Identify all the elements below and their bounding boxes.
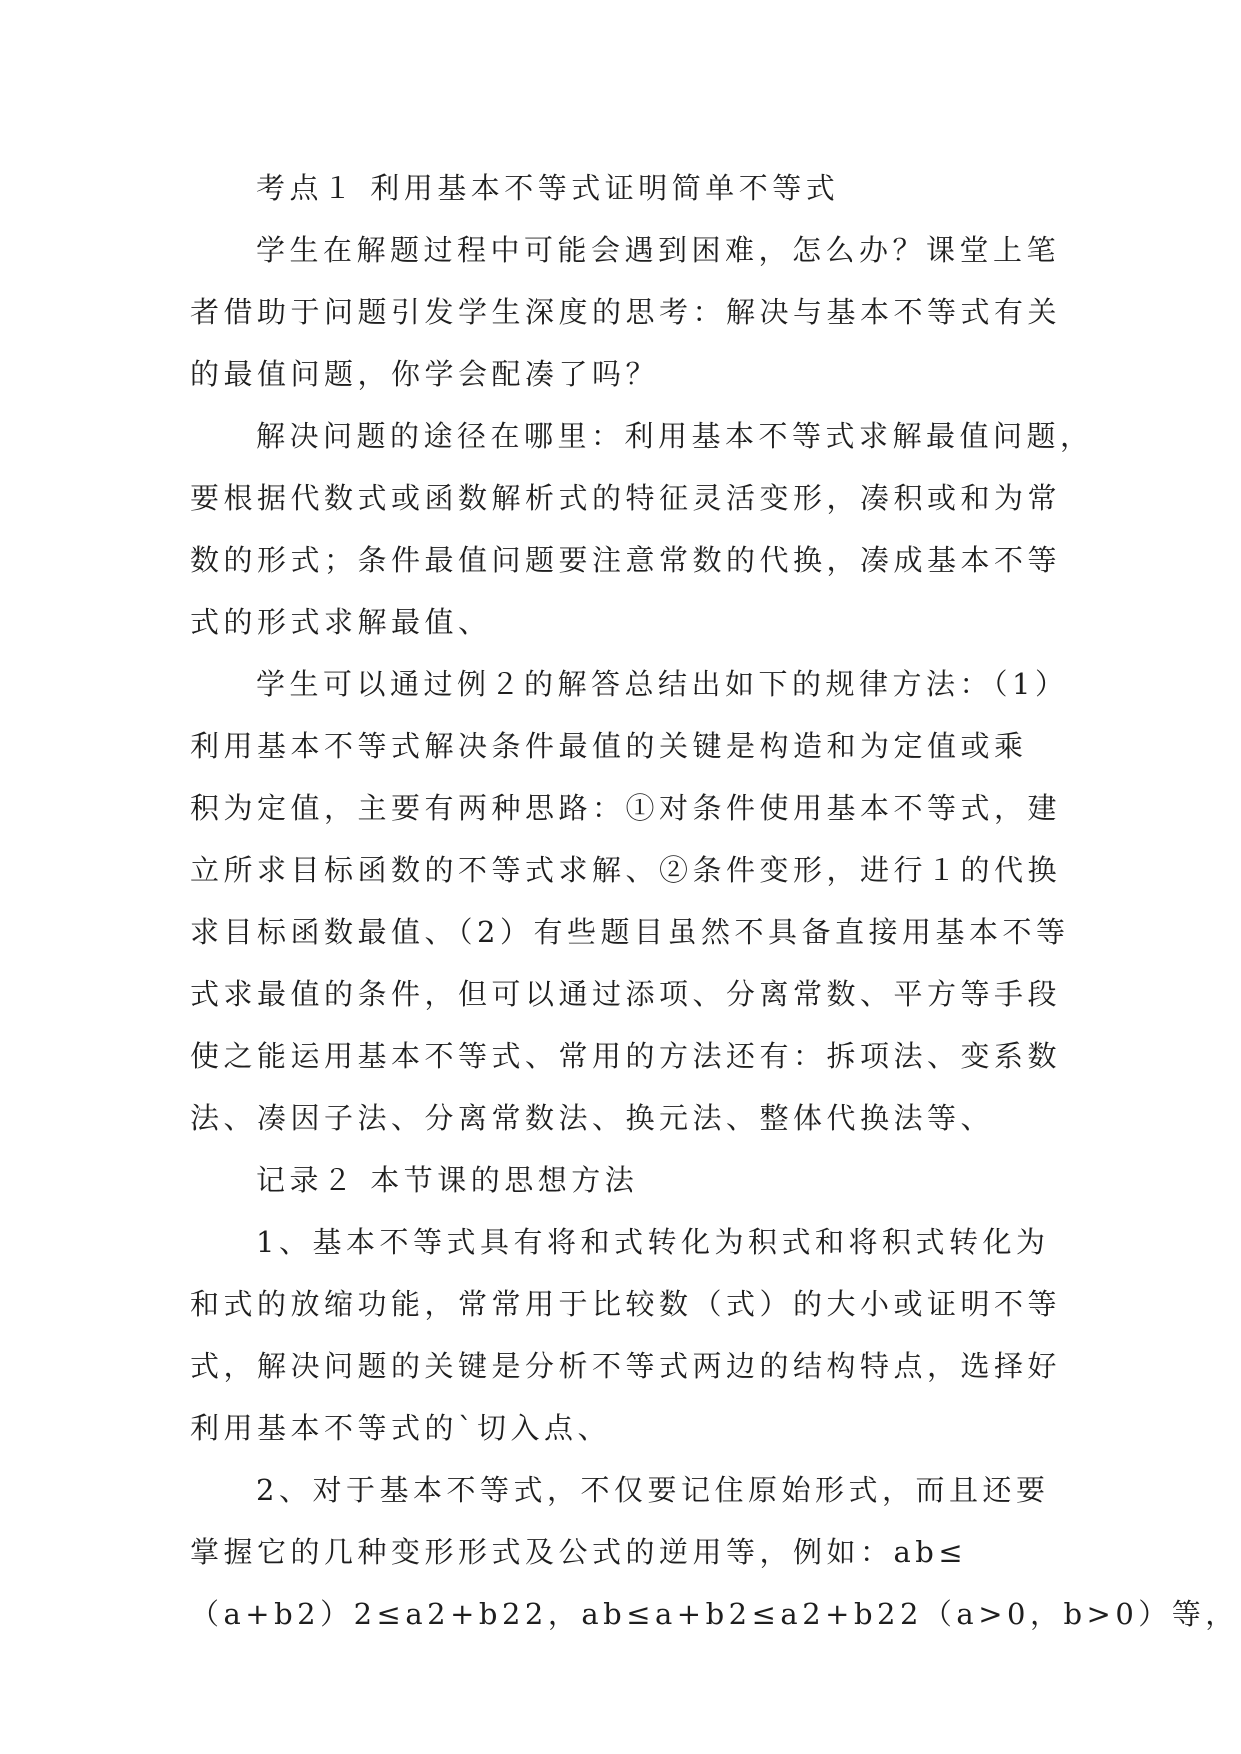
paragraph-line: （a+b2）2≤a2+b22，ab≤a+b2≤a2+b22（a>0，b>0）等， bbox=[190, 1597, 1239, 1631]
paragraph-line: 2、对于基本不等式，不仅要记住原始形式，而且还要 bbox=[256, 1473, 1050, 1507]
paragraph-line: 者借助于问题引发学生深度的思考：解决与基本不等式有关 bbox=[190, 295, 1062, 329]
paragraph-line: 学生在解题过程中可能会遇到困难，怎么办？课堂上笔 bbox=[256, 233, 1061, 267]
paragraph-line: 和式的放缩功能，常常用于比较数（式）的大小或证明不等 bbox=[190, 1287, 1062, 1321]
paragraph-line: 学生可以通过例２的解答总结出如下的规律方法：（1） bbox=[256, 667, 1069, 701]
paragraph-line: 式，解决问题的关键是分析不等式两边的结构特点，选择好 bbox=[190, 1349, 1062, 1383]
paragraph-line: 要根据代数式或函数解析式的特征灵活变形，凑积或和为常 bbox=[190, 481, 1062, 515]
paragraph-line: 积为定值，主要有两种思路：①对条件使用基本不等式，建 bbox=[190, 791, 1062, 825]
section-heading: 考点１ 利用基本不等式证明简单不等式 bbox=[256, 171, 840, 205]
paragraph-line: 使之能运用基本不等式、常用的方法还有：拆项法、变系数 bbox=[190, 1039, 1062, 1073]
paragraph-line: 式求最值的条件，但可以通过添项、分离常数、平方等手段 bbox=[190, 977, 1062, 1011]
document-page bbox=[190, 157, 1239, 1645]
paragraph-line: 掌握它的几种变形形式及公式的逆用等，例如：ab≤ bbox=[190, 1535, 968, 1569]
paragraph-line: 立所求目标函数的不等式求解、②条件变形，进行１的代换 bbox=[190, 853, 1062, 887]
paragraph-line: 求目标函数最值、（2）有些题目虽然不具备直接用基本不等 bbox=[190, 915, 1070, 949]
paragraph-line: 的最值问题，你学会配凑了吗？ bbox=[190, 357, 660, 391]
paragraph-line: 利用基本不等式的`切入点、 bbox=[190, 1411, 612, 1445]
paragraph-line: 式的形式求解最值、 bbox=[190, 605, 492, 639]
section-heading: 记录２ 本节课的思想方法 bbox=[256, 1163, 639, 1197]
paragraph-line: 解决问题的途径在哪里：利用基本不等式求解最值问题， bbox=[256, 419, 1094, 453]
paragraph-line: 数的形式；条件最值问题要注意常数的代换，凑成基本不等 bbox=[190, 543, 1062, 577]
paragraph-line: 1、基本不等式具有将和式转化为积式和将积式转化为 bbox=[256, 1225, 1050, 1259]
paragraph-line: 法、凑因子法、分离常数法、换元法、整体代换法等、 bbox=[190, 1101, 995, 1135]
paragraph-line: 利用基本不等式解决条件最值的关键是构造和为定值或乘 bbox=[190, 729, 1028, 763]
